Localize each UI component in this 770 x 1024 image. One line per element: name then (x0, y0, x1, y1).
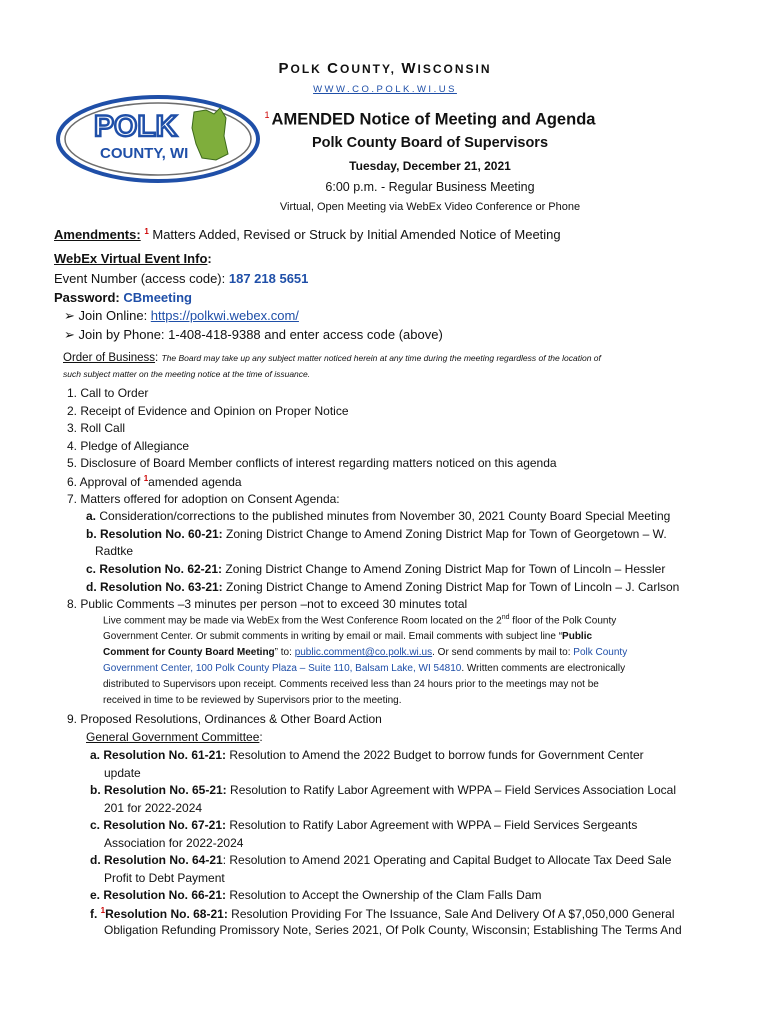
meeting-mode: Virtual, Open Meeting via WebEx Video Conference or Phone (279, 201, 581, 213)
agenda-item-9c: c. Resolution No. 67-21: Resolution to Ratify Labor Agreement with WPPA – Field Services Sergeants (90, 818, 638, 832)
webex-heading: WebEx Virtual Event Info: (54, 251, 212, 266)
agenda-item-9a-cont: update (104, 766, 141, 780)
agenda-item-9f-cont: Obligation Refunding Promissory Note, Series 2021, Of Polk County, Wisconsin; Establishing The Terms And (104, 923, 682, 937)
agenda-item-9a: a. Resolution No. 61-21: Resolution to Amend the 2022 Budget to borrow funds for Government Center (90, 748, 644, 762)
public-comment-p6: received in time to be reviewed by Supervisors prior to the meeting. (103, 695, 402, 706)
agenda-item-9e: e. Resolution No. 66-21: Resolution to Accept the Ownership of the Clam Falls Dam (90, 888, 542, 902)
meeting-date: Tuesday, December 21, 2021 (349, 159, 511, 173)
agenda-item-6: 6. Approval of $^1$amended agenda (67, 474, 242, 489)
agenda-item-5: 5. Disclosure of Board Member conflicts of interest regarding matters noticed on this agenda (67, 456, 557, 470)
agenda-item-9c-cont: Association for 2022-2024 (104, 836, 244, 850)
agenda-item-2: 2. Receipt of Evidence and Opinion on Proper Notice (67, 404, 349, 418)
logo-text-bottom: COUNTY, WI (100, 145, 189, 162)
website-link[interactable]: WWW.CO.POLK.WI.US (313, 84, 457, 95)
agenda-item-7a: a. Consideration/corrections to the published minutes from November 30, 2021 County Board Special Meeting (86, 509, 671, 523)
public-comment-p1: Live comment may be made via WebEx from the West Conference Room located on the 2nd floor of the Polk County (103, 614, 617, 627)
order-of-business: Order of Business: The Board may take up any subject matter noticed herein at any time during the meeting regardless of the location of (63, 352, 601, 364)
arrow-bullet-icon: ➢ (64, 327, 75, 342)
amendments-line: Amendments: $^1$ Matters Added, Revised or Struck by Initial Amended Notice of Meeting (54, 227, 561, 242)
agenda-item-3: 3. Roll Call (67, 421, 126, 435)
join-online-line: ➢ Join Online: https://polkwi.webex.com/ (64, 308, 299, 323)
order-note-2: such subject matter on the meeting notice at the time of issuance. (63, 369, 311, 379)
agenda-item-7b: b. Resolution No. 60-21: Zoning District Change to Amend Zoning District Map for Town of Georgetown – W. (86, 527, 667, 541)
agenda-item-7c: c. Resolution No. 62-21: Zoning District Change to Amend Zoning District Map for Town of Lincoln – Hessler (86, 562, 666, 576)
public-comment-p4: Government Center, 100 Polk County Plaza – Suite 110, Balsam Lake, WI 54810. Written comments are electronically (103, 663, 626, 674)
agenda-item-9b: b. Resolution No. 65-21: Resolution to Ratify Labor Agreement with WPPA – Field Services Association Local (90, 783, 677, 797)
email-link[interactable]: public.comment@co.polk.wi.us (294, 647, 433, 658)
agenda-item-8: 8. Public Comments –3 minutes per person –not to exceed 30 minutes total (67, 597, 468, 611)
agenda-item-9d-cont: Profit to Debt Payment (104, 871, 225, 885)
agenda-item-4: 4. Pledge of Allegiance (67, 439, 190, 453)
notice-title: $^1$ AMENDED Notice of Meeting and Agenda (264, 110, 596, 129)
arrow-bullet-icon: ➢ (64, 308, 75, 323)
join-phone-line: ➢ Join by Phone: 1-408-418-9388 and enter access code (above) (64, 327, 443, 342)
public-comment-p3: Comment for County Board Meeting” to: public.comment@co.polk.wi.us. Or send comments by mail to: Polk County (103, 647, 628, 658)
board-name: Polk County Board of Supervisors (311, 135, 549, 151)
webex-link[interactable]: https://polkwi.webex.com/ (150, 308, 299, 323)
agenda-item-9d: d. Resolution No. 64-21: Resolution to Amend 2021 Operating and Capital Budget to Allocate Tax Deed Sale (90, 853, 672, 867)
public-comment-p2: Government Center. Or submit comments in writing by email or mail. Email comments with subject line “Public (103, 631, 593, 642)
agenda-item-1: 1. Call to Order (67, 386, 149, 400)
agenda-item-9f: f. $^1$Resolution No. 68-21: Resolution Providing For The Issuance, Sale And Delivery Of A $7,050,000 General (90, 906, 675, 921)
password-line: Password: CBmeeting (54, 290, 192, 305)
meeting-time: 6:00 p.m. - Regular Business Meeting (325, 180, 535, 194)
agenda-item-7d: d. Resolution No. 63-21: Zoning District Change to Amend Zoning District Map for Town of Lincoln – J. Carlson (86, 580, 680, 594)
agenda-item-7b-cont: Radtke (95, 544, 134, 558)
logo-text-top: POLK (94, 110, 178, 143)
committee-heading: General Government Committee: (86, 730, 263, 744)
agenda-item-9: 9. Proposed Resolutions, Ordinances & Other Board Action (67, 712, 382, 726)
agenda-item-7: 7. Matters offered for adoption on Consent Agenda: (67, 492, 340, 506)
public-comment-p5: distributed to Supervisors upon receipt. Comments received less than 24 hours prior to the meetings may not be (103, 679, 599, 690)
county-title: POLK COUNTY, WISCONSIN (278, 60, 492, 77)
agenda-item-9b-cont: 201 for 2022-2024 (104, 801, 203, 815)
event-number-line: Event Number (access code): 187 218 5651 (54, 271, 309, 286)
